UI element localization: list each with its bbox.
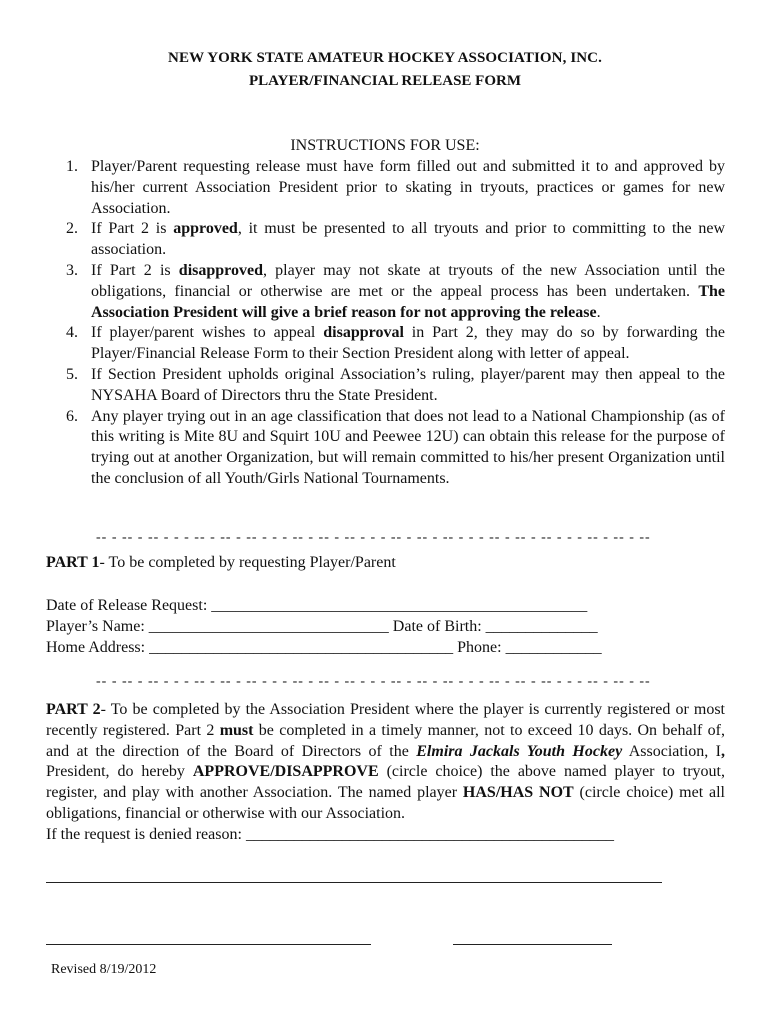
- has-has-not-choice[interactable]: HAS/HAS NOT: [462, 784, 574, 802]
- form-title-org: NEW YORK STATE AMATEUR HOCKEY ASSOCIATION, INC.: [168, 50, 602, 66]
- instruction-item: [66, 219, 725, 261]
- instruction-number: 5.: [66, 365, 78, 383]
- instructions-heading: INSTRUCTIONS FOR USE:: [290, 137, 480, 154]
- release-date-label: Date of Release Request:: [46, 597, 208, 614]
- part2-text: Association, I: [622, 742, 721, 760]
- instruction-text: If Part 2 is: [91, 261, 179, 279]
- denial-reason-blank[interactable]: ______________________________________________: [245, 825, 614, 843]
- president-signature-line[interactable]: [46, 944, 371, 945]
- player-name-row: [46, 617, 598, 637]
- instruction-text: in Part 2, they may do so by forwarding the Player/Financial Release Form to their Section President along with letter of appeal.: [91, 324, 726, 363]
- instruction-text: If player/parent wishes to appeal: [91, 324, 324, 342]
- part2-text: - To be completed by the Association President where the player is currently registered or most recently registered. Part 2: [46, 701, 726, 739]
- signature-date-line[interactable]: [453, 944, 612, 945]
- address-label: Home Address:: [46, 639, 146, 656]
- phone-blank[interactable]: ____________: [505, 639, 602, 656]
- instruction-item: [66, 407, 725, 490]
- instruction-item: [66, 261, 725, 323]
- address-row: [46, 638, 602, 658]
- part2-text: be completed in a timely manner, not to exceed 10 days. On behalf of, and at the direction of the Board of Directors of the: [46, 721, 726, 760]
- instruction-number: 3.: [66, 261, 78, 279]
- address-blank[interactable]: ______________________________________: [149, 639, 454, 656]
- instruction-emphasis: approved: [173, 220, 238, 238]
- part1-label: PART 1: [46, 554, 100, 571]
- part2-emphasis: must: [219, 721, 254, 739]
- instruction-text: If Part 2 is: [91, 220, 174, 238]
- instruction-number: 2.: [66, 220, 78, 238]
- instruction-item: [66, 323, 725, 365]
- part1-description: - To be completed by requesting Player/Parent: [99, 554, 396, 571]
- instruction-emphasis: disapproval: [323, 324, 404, 342]
- form-title: PLAYER/FINANCIAL RELEASE FORM: [249, 73, 521, 89]
- approve-disapprove-choice[interactable]: APPROVE/DISAPPROVE: [192, 763, 379, 781]
- dob-blank[interactable]: ______________: [485, 618, 598, 635]
- part2-text: (circle choice) the above named player to tryout, register, and play with another Association. The named player: [46, 763, 726, 802]
- release-date-field[interactable]: [46, 596, 587, 616]
- phone-label: Phone:: [457, 639, 502, 656]
- player-name-label: Player’s Name:: [46, 618, 145, 635]
- instruction-text: , player may not skate at tryouts of the new Association until the obligations, financial or otherwise are met or the appeal process has been undertaken.: [91, 261, 725, 300]
- player-name-blank[interactable]: ______________________________: [148, 618, 389, 635]
- denial-reason-line[interactable]: [46, 882, 662, 883]
- revision-date: Revised 8/19/2012: [51, 962, 157, 977]
- president-name-blank[interactable]: ,: [721, 742, 725, 760]
- instruction-text: , it must be presented to all tryouts and prior to committing to the new association.: [91, 220, 725, 259]
- instruction-number: 6.: [66, 407, 78, 425]
- association-name: Elmira Jackals Youth Hockey: [416, 742, 623, 760]
- instruction-text: Any player trying out in an age classification that does not lead to a National Championship (as of this writing is Mite 8U and Squirt 10U and Peewee 12U) can obtain this release for the purpose of trying out at another Organization, but will remain committed to his/her present Organization until the conclusion of all Youth/Girls National Tournaments.: [91, 407, 725, 487]
- part2-section: [46, 700, 725, 846]
- instruction-text: If Section President upholds original Association’s ruling, player/parent may then appeal to the NYSAHA Board of Directors thru the State President.: [91, 365, 725, 404]
- part2-label: PART 2: [46, 701, 101, 718]
- part1-heading: [46, 553, 396, 574]
- instruction-emphasis: disapproved: [178, 261, 263, 279]
- release-date-blank[interactable]: _______________________________________________: [211, 597, 588, 614]
- instruction-item: [66, 365, 725, 407]
- dob-label: Date of Birth:: [392, 618, 482, 635]
- instructions-list: [66, 157, 725, 490]
- instruction-emphasis: The Association President will give a brief reason for not approving the release: [91, 282, 725, 321]
- section-divider: -- - -- - -- - - - -- - -- - -- - - - -- - -- - -- - - - -- - -- - -- - - - -- - -- - -- - - - -- - -- - --: [96, 530, 651, 545]
- section-divider: -- - -- - -- - - - -- - -- - -- - - - -- - -- - -- - - - -- - -- - -- - - - -- - -- - -- - - - -- - -- - --: [96, 674, 651, 689]
- part2-text: President, do hereby: [46, 763, 193, 781]
- instruction-text: .: [596, 303, 601, 321]
- part2-text: (circle choice) met all obligations, financial or otherwise with our Association.: [46, 784, 725, 822]
- instruction-item: [66, 157, 725, 219]
- instruction-number: 1.: [66, 158, 78, 175]
- instruction-number: 4.: [66, 324, 78, 342]
- denial-reason-label: If the request is denied reason:: [46, 825, 242, 843]
- instruction-text: Player/Parent requesting release must have form filled out and submitted it to and approved by his/her current Association President prior to skating in tryouts, practices or games for new Association.: [91, 158, 725, 217]
